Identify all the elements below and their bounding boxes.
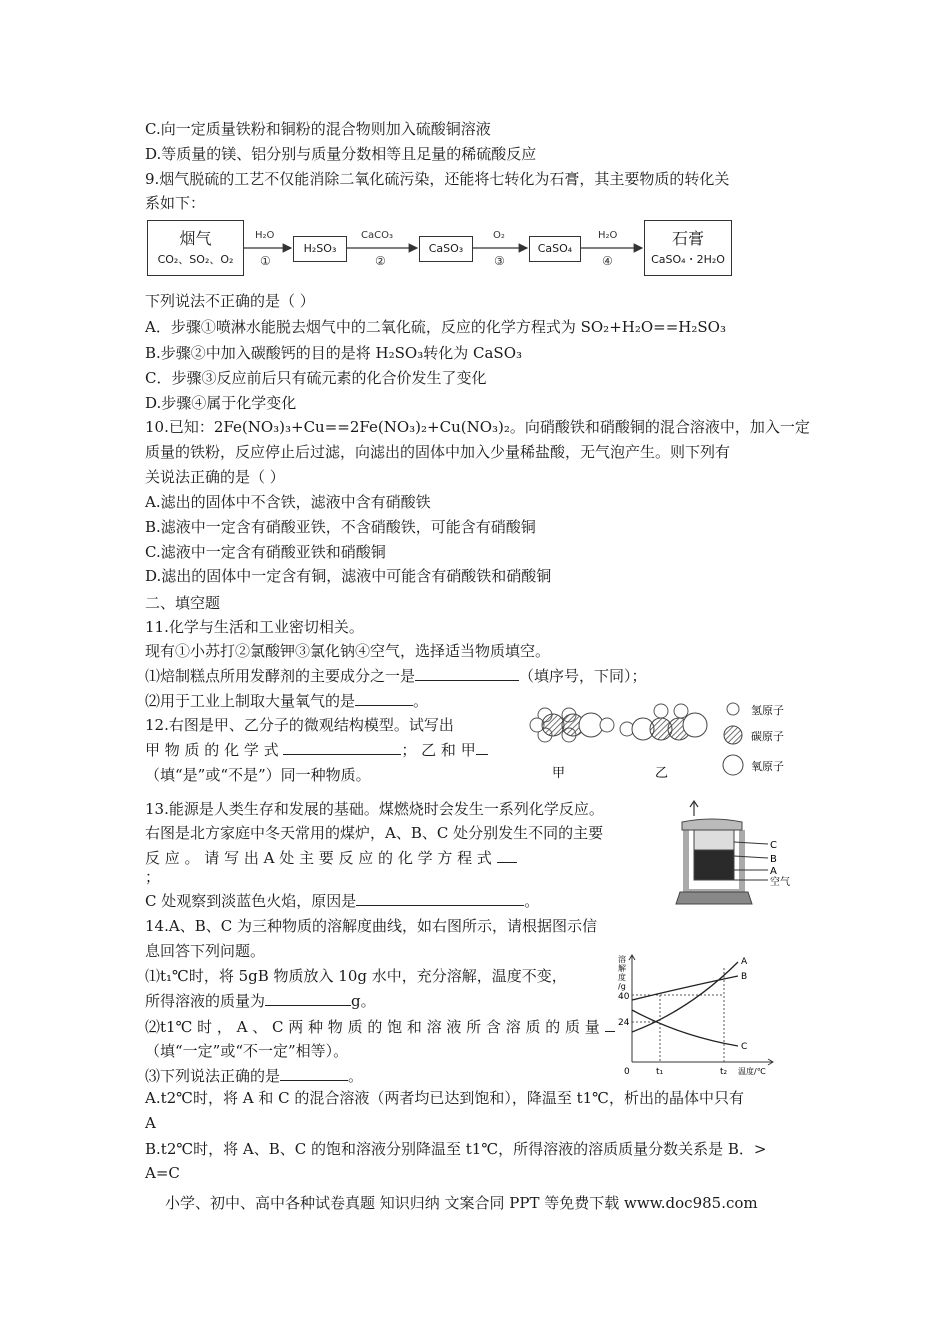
x-tick-t1: t₁ <box>656 1067 664 1077</box>
y-label-4: /g <box>618 982 626 991</box>
legend-c-circle <box>724 726 742 744</box>
q10-stem-3: 关说法正确的是（ ） <box>145 468 285 486</box>
y-tick-24: 24 <box>618 1018 630 1028</box>
q14-option-b-1: B.t2℃时，将 A、B、C 的饱和溶液分别降温至 t1℃，所得溶液的溶质质量分数关系是 B．> <box>145 1140 767 1158</box>
stove-label-a: A <box>770 866 777 877</box>
y-label-3: 度 <box>618 973 626 982</box>
legend-c: 碳原子 <box>751 730 784 743</box>
q13-stem-3: 反 应 。 请 写 出 A 处 主 要 反 应 的 化 学 方 程 式 <box>145 847 517 869</box>
label-jia: 甲 <box>552 766 566 781</box>
q14-part-2a: ⑵t1℃ 时 ， A 、 C 两 种 物 质 的 饱 和 溶 液 所 含 溶 质 的 质 量 <box>145 1016 615 1038</box>
q10-option-d: D.滤出的固体中一定含有铜，滤液中可能含有硝酸铁和硝酸铜 <box>145 567 552 585</box>
q14-part-3: ⑶下列说法正确的是 。 <box>145 1067 364 1085</box>
x-tick-0: 0 <box>624 1067 630 1077</box>
q12-blank-same[interactable] <box>476 739 488 755</box>
q12-stem-2: 甲 物 质 的 化 学 式 ； 乙 和 甲 <box>145 739 488 761</box>
stove-coal-bed <box>694 850 734 880</box>
q14-part-1b: 所得溶液的质量为 g。 <box>145 992 376 1010</box>
q10-option-a: A.滤出的固体中不含铁，滤液中含有硝酸铁 <box>145 493 431 511</box>
molecule-jia <box>530 708 614 742</box>
page-footer: 小学、初中、高中各种试卷真题 知识归纳 文案合同 PPT 等免费下载 www.doc985.com <box>165 1194 758 1212</box>
q13-stem-5: C 处观察到淡蓝色火焰，原因是 。 <box>145 892 540 910</box>
q13-blank-equation[interactable] <box>497 847 517 863</box>
stove-flame-zone <box>694 830 734 850</box>
x-label: 温度/℃ <box>738 1067 766 1076</box>
q10-stem-1: 10.已知：2Fe(NO₃)₃+Cu==2Fe(NO₃)₂+Cu(NO₃)₂。向硝酸铁和硝酸铜的混合溶液中，加入一定 <box>145 418 810 436</box>
legend-h: 氢原子 <box>751 704 784 717</box>
stove-label-air: 空气 <box>770 877 790 888</box>
caso4-box: CaSO₄ <box>529 236 581 262</box>
gypsum-box: 石膏 CaSO₄・2H₂O <box>644 220 732 276</box>
curve-b-label: B <box>741 972 748 982</box>
q9-stem-2: 系如下： <box>145 194 206 212</box>
x-tick-t2: t₂ <box>720 1067 728 1077</box>
q11-part-1: ⑴焙制糕点所用发酵剂的主要成分之一是 （填序号，下同）； <box>145 667 647 685</box>
q9-option-a: A．步骤①喷淋水能脱去烟气中的二氧化硫，反应的化学方程式为 SO₂+H₂O==H₂SO₃ <box>145 318 726 336</box>
q11-blank-1[interactable] <box>415 665 519 681</box>
stove-label-b: B <box>770 854 777 865</box>
coal-stove-figure <box>672 800 802 912</box>
q9-question: 下列说法不正确的是（ ） <box>145 292 315 310</box>
q9-option-c: C．步骤③反应前后只有硫元素的化合价发生了变化 <box>145 369 487 387</box>
curve-c <box>632 1010 738 1046</box>
q14-stem-2: 息回答下列问题。 <box>145 942 266 960</box>
q9-option-d: D.步骤④属于化学变化 <box>145 394 297 412</box>
curve-c-label: C <box>741 1042 748 1052</box>
caso3-box: CaSO₃ <box>419 236 473 262</box>
q12-stem-1: 12.右图是甲、乙分子的微观结构模型。试写出 <box>145 716 454 734</box>
arrow3-reagent: O₂ <box>493 230 505 241</box>
option-d-prev: D.等质量的镁、铝分别与质量分数相等且足量的稀硫酸反应 <box>145 145 537 163</box>
h2so3-box: H₂SO₃ <box>293 236 347 262</box>
flue-gas-box: 烟气 CO₂、SO₂、O₂ <box>147 220 244 276</box>
solubility-curve-figure <box>610 950 780 1080</box>
arrow2-step: ② <box>375 254 386 268</box>
q11-part-2: ⑵用于工业上制取大量氧气的是 。 <box>145 692 429 710</box>
q14-blank-correct[interactable] <box>280 1065 348 1081</box>
q11-blank-2[interactable] <box>355 690 413 706</box>
q14-option-a-1: A.t2℃时，将 A 和 C 的混合溶液（两者均已达到饱和），降温至 t1℃，析出的晶体中只有 <box>145 1089 744 1107</box>
q14-stem-1: 14.A、B、C 为三种物质的溶解度曲线，如右图所示，请根据图示信 <box>145 917 597 935</box>
q13-stem-2: 右图是北方家庭中冬天常用的煤炉，A、B、C 处分别发生不同的主要 <box>145 824 604 842</box>
q10-option-c: C.滤液中一定含有硝酸亚铁和硝酸铜 <box>145 543 386 561</box>
stove-label-c: C <box>770 840 777 851</box>
y-label-2: 解 <box>618 964 626 973</box>
q9-stem-1: 9.烟气脱硫的工艺不仅能消除二氧化硫污染，还能将七转化为石膏，其主要物质的转化关 <box>145 170 730 188</box>
q10-option-b: B.滤液中一定含有硝酸亚铁，不含硝酸铁，可能含有硝酸铜 <box>145 518 536 536</box>
q9-option-b: B.步骤②中加入碳酸钙的目的是将 H₂SO₃转化为 CaSO₃ <box>145 344 523 362</box>
curve-a-label: A <box>741 957 748 967</box>
section-2-heading: 二、填空题 <box>145 594 221 612</box>
molecule-models-figure <box>515 695 805 785</box>
arrow3-step: ③ <box>494 254 505 268</box>
y-label-1: 溶 <box>618 955 626 964</box>
q14-part-2b: （填“一定”或“不一定”相等）。 <box>145 1042 349 1060</box>
q11-stem: 11.化学与生活和工业密切相关。 <box>145 618 364 636</box>
q14-blank-mass[interactable] <box>265 990 351 1006</box>
legend-h-circle <box>727 703 739 715</box>
q13-stem-4: ； <box>145 868 161 886</box>
q14-part-1a: ⑴t₁℃时，将 5gB 物质放入 10g 水中，充分溶解，温度不变， <box>145 967 567 985</box>
legend-o: 氧原子 <box>751 760 784 773</box>
arrow2-reagent: CaCO₃ <box>361 230 393 241</box>
q13-stem-1: 13.能源是人类生存和发展的基础。煤燃烧时会发生一系列化学反应。 <box>145 800 604 818</box>
y-tick-40: 40 <box>618 992 630 1002</box>
q14-option-a-2: A <box>145 1114 156 1132</box>
arrow1-step: ① <box>260 254 271 268</box>
q13-blank-reason[interactable] <box>356 890 524 906</box>
arrow4-step: ④ <box>602 254 613 268</box>
q12-stem-3: （填“是”或“不是”）同一种物质。 <box>145 766 371 784</box>
curve-a <box>632 962 738 1032</box>
q12-blank-formula[interactable] <box>283 739 401 755</box>
label-yi: 乙 <box>655 766 669 781</box>
molecule-yi <box>620 704 707 740</box>
desulfurization-flow-diagram <box>147 220 732 280</box>
option-c-prev: C.向一定质量铁粉和铜粉的混合物则加入硫酸铜溶液 <box>145 120 491 138</box>
q14-option-b-2: A=C <box>145 1164 180 1182</box>
arrow4-reagent: H₂O <box>598 230 618 241</box>
legend-o-circle <box>723 755 743 775</box>
curve-b <box>632 976 738 1000</box>
q11-options: 现有①小苏打②氯酸钾③氯化钠④空气，选择适当物质填空。 <box>145 642 551 660</box>
arrow1-reagent: H₂O <box>255 230 275 241</box>
q10-stem-2: 质量的铁粉，反应停止后过滤，向滤出的固体中加入少量稀盐酸，无气泡产生。则下列有 <box>145 443 731 461</box>
